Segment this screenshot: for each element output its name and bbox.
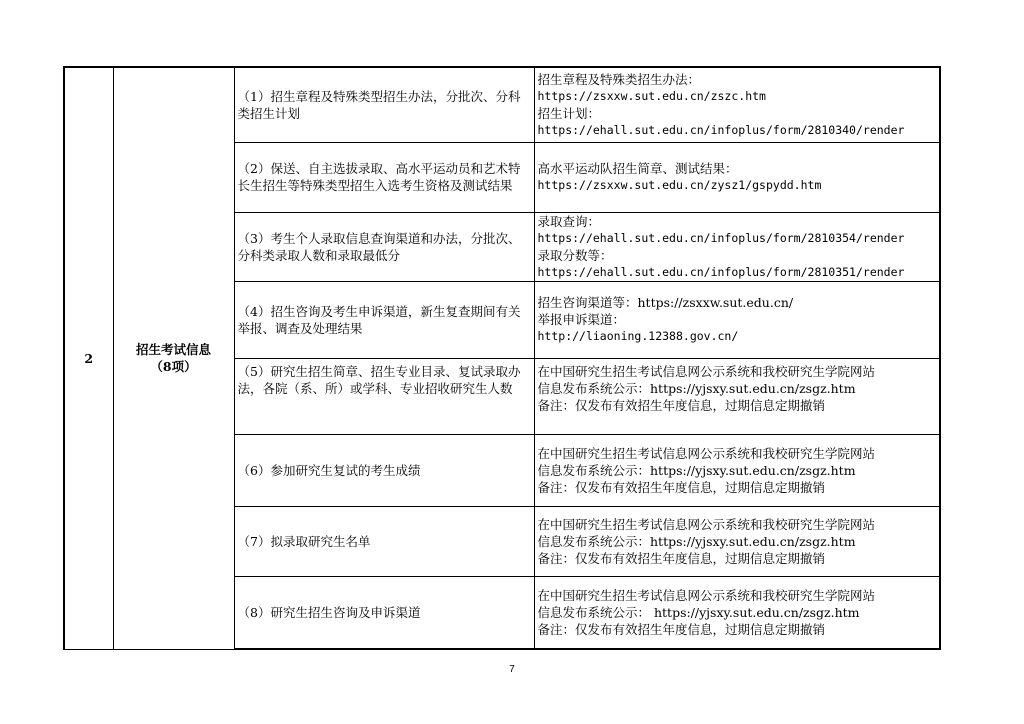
info-text: 在中国研究生招生考试信息网公示系统和我校研究生学院网站	[537, 445, 876, 461]
item-description: （5）研究生招生简章、招生专业目录、复试录取办法，各院（系、所）或学科、专业招收研究生人数	[234, 358, 534, 434]
info-cell	[534, 358, 940, 434]
info-note: 备注：仅发布有效招生年度信息，过期信息定期撤销	[537, 479, 826, 495]
item-description: （3）考生个人录取信息查询渠道和办法，分批次、分科类录取人数和录取最低分	[234, 212, 534, 281]
item-description: （8）研究生招生咨询及申诉渠道	[234, 576, 534, 649]
item-description: （1）招生章程及特殊类型招生办法，分批次、分科类招生计划	[234, 67, 534, 142]
item-description: （2）保送、自主选拔录取、高水平运动员和艺术特长生招生等特殊类型招生入选考生资格及测试结果	[234, 142, 534, 212]
info-text-with-url[interactable]: 信息发布系统公示：https://yjsxy.sut.edu.cn/zsgz.htm	[537, 380, 856, 396]
info-cell	[534, 576, 940, 649]
item-description: （4）招生咨询及考生申诉渠道，新生复查期间有关举报、调查及处理结果	[234, 281, 534, 358]
item-description: （6）参加研究生复试的考生成绩	[234, 434, 534, 506]
category-count: （8项）	[150, 359, 197, 375]
info-text-with-url[interactable]: 信息发布系统公示： https://yjsxy.sut.edu.cn/zsgz.htm	[537, 604, 860, 620]
info-cell	[534, 212, 940, 281]
info-cell	[534, 67, 940, 142]
item-description: （7）拟录取研究生名单	[234, 506, 534, 576]
info-text: 在中国研究生招生考试信息网公示系统和我校研究生学院网站	[537, 587, 876, 603]
info-text: 在中国研究生招生考试信息网公示系统和我校研究生学院网站	[537, 516, 876, 532]
info-note: 备注：仅发布有效招生年度信息，过期信息定期撤销	[537, 550, 826, 566]
info-cell	[534, 281, 940, 358]
info-label: 录取分数等：	[537, 247, 613, 263]
info-text-with-url[interactable]: 信息发布系统公示：https://yjsxy.sut.edu.cn/zsgz.htm	[537, 533, 856, 549]
category-title: 招生考试信息	[135, 342, 211, 358]
info-label: 录取查询：	[537, 213, 601, 229]
url-link[interactable]: https://zsxxw.sut.edu.cn/zysz1/gspydd.htm	[537, 178, 822, 192]
info-label: 高水平运动队招生简章、测试结果：	[537, 161, 738, 176]
info-cell	[534, 434, 940, 506]
info-label: 举报申诉渠道：	[537, 312, 626, 327]
disclosure-table	[63, 66, 941, 650]
info-note: 备注：仅发布有效招生年度信息，过期信息定期撤销	[537, 621, 826, 637]
url-link[interactable]: https://zsxxw.sut.edu.cn/zszc.htm	[537, 88, 766, 103]
info-label: 招生章程及特殊类招生办法：	[537, 71, 701, 87]
info-cell	[534, 506, 940, 576]
category-cell	[113, 67, 234, 649]
info-text-with-url[interactable]: 信息发布系统公示：https://yjsxy.sut.edu.cn/zsgz.htm	[537, 462, 856, 478]
info-text: 在中国研究生招生考试信息网公示系统和我校研究生学院网站	[537, 363, 876, 379]
url-link[interactable]: https://ehall.sut.edu.cn/infoplus/form/2810354/render	[537, 230, 905, 245]
url-link[interactable]: https://ehall.sut.edu.cn/infoplus/form/2810351/render	[537, 264, 905, 279]
page-number: 7	[509, 664, 515, 675]
section-number: 2	[64, 67, 113, 649]
info-cell	[534, 142, 940, 212]
url-link[interactable]: http://liaoning.12388.gov.cn/	[537, 329, 739, 343]
info-note: 备注：仅发布有效招生年度信息，过期信息定期撤销	[537, 397, 826, 413]
url-link[interactable]: https://ehall.sut.edu.cn/infoplus/form/2810340/render	[537, 122, 905, 137]
info-label[interactable]: 招生咨询渠道等：https://zsxxw.sut.edu.cn/	[537, 295, 794, 310]
table-row	[64, 67, 940, 142]
info-label: 招生计划：	[537, 105, 601, 121]
